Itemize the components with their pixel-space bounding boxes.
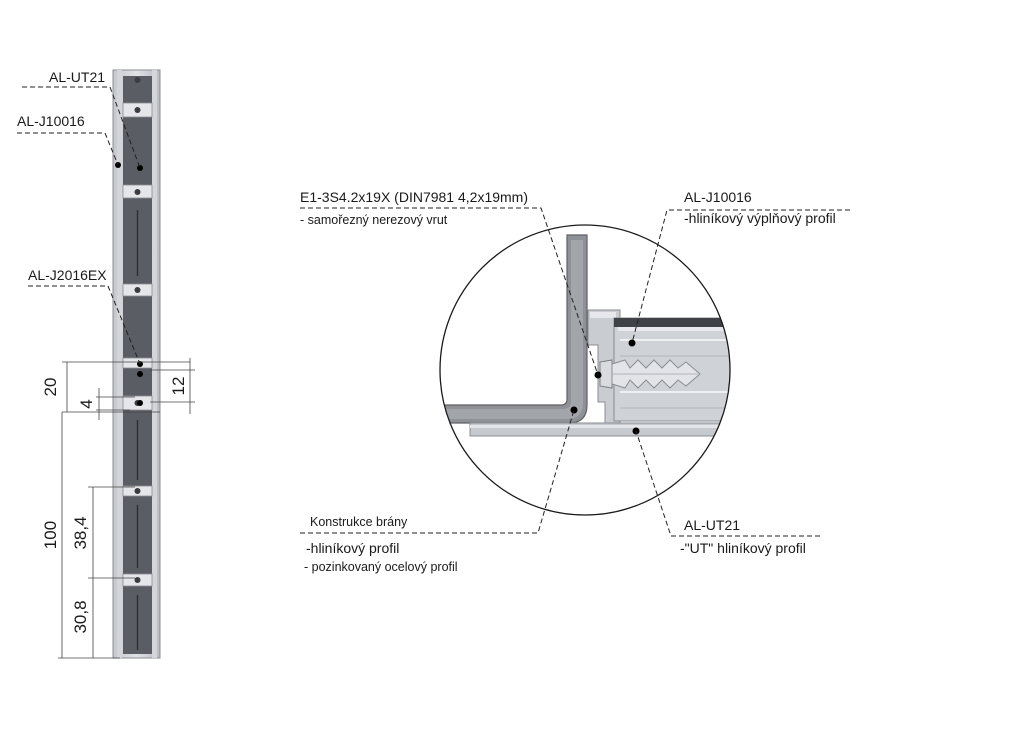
label-al-ut21: AL-UT21 [49, 69, 106, 85]
dim-20: 20 [41, 377, 60, 397]
label-screw-desc: - samořezný nerezový vrut [300, 213, 448, 227]
label-filler-code: AL-J10016 [684, 189, 752, 205]
dim-30-8: 30,8 [71, 600, 90, 634]
detail-view [440, 225, 734, 515]
screw [600, 360, 700, 388]
label-filler-desc: -hliníkový výplňový profil [684, 210, 836, 226]
dim-12: 12 [169, 376, 188, 396]
dim-38-4: 38,4 [71, 516, 90, 550]
label-frame-line2: - pozinkovaný ocelový profil [304, 560, 458, 574]
leader-screw [300, 208, 598, 375]
label-ut-desc: -"UT" hliníkový profil [680, 540, 806, 556]
label-ut-code: AL-UT21 [684, 517, 741, 533]
label-al-j10016: AL-J10016 [17, 113, 85, 129]
leader-al-j10016 [17, 133, 118, 165]
label-frame-line1: -hliníkový profil [306, 540, 400, 556]
label-frame-title: Konstrukce brány [310, 515, 408, 529]
label-al-j2016ex: AL-J2016EX [28, 267, 107, 283]
dim-100: 100 [41, 520, 60, 550]
label-screw-code: E1-3S4.2x19X (DIN7981 4,2x19mm) [300, 189, 528, 205]
dim-4: 4 [77, 399, 96, 409]
gate-frame-profile [440, 235, 587, 423]
